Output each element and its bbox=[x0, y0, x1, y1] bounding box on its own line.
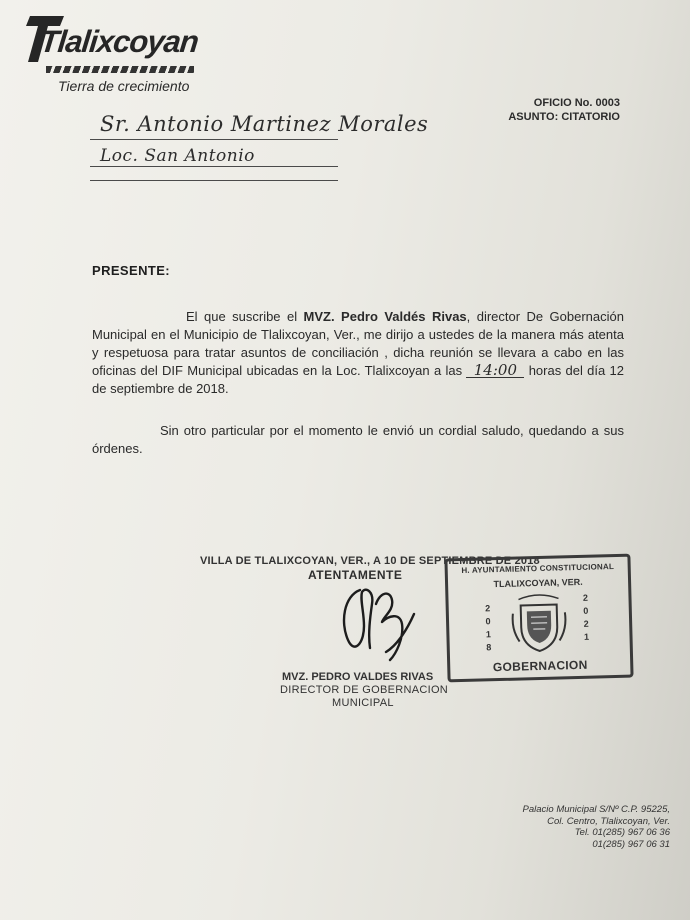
stamp-ayuntamiento: H. AYUNTAMIENTO CONSTITUCIONAL bbox=[461, 562, 615, 576]
body-paragraph-2 bbox=[92, 422, 624, 458]
footer-address bbox=[523, 804, 670, 850]
p1-text: , director De Gobernación Municipal en el Municipio de Tlalixcoyan, Ver., me dirijo a ustedes de la manera más atenta y respetuosa para tratar asuntos de conciliación , dicha reunión se llevara a cabo en las oficinas del DIF Municipal ubicadas en la Loc. Tlalixcoyan a las bbox=[92, 309, 624, 378]
p1-end: horas del día 12 de septiembre de 2018. bbox=[92, 363, 624, 396]
signer-position: DIRECTOR DE GOBERNACION bbox=[280, 684, 449, 696]
stamp-gobernacion: GOBERNACION bbox=[492, 657, 588, 675]
addressee-name: Sr. Antonio Martinez Morales bbox=[100, 112, 429, 136]
meeting-hour: 14:00 bbox=[466, 363, 524, 378]
stamp-years-left: 2 0 1 8 bbox=[485, 603, 492, 653]
addressee-line-3 bbox=[90, 180, 338, 181]
stamp-city: TLALIXCOYAN, VER. bbox=[493, 576, 583, 590]
footer-line-1: Palacio Municipal S/Nº C.P. 95225, bbox=[522, 804, 670, 815]
stamp-years-right: 2 0 2 1 bbox=[582, 592, 590, 642]
oficio-number: OFICIO No. 0003 bbox=[533, 97, 620, 109]
addressee-line-1 bbox=[90, 139, 338, 140]
oficio-subject: ASUNTO: CITATORIO bbox=[508, 111, 620, 123]
addressee-line-2 bbox=[90, 166, 338, 167]
coat-of-arms-icon bbox=[508, 592, 570, 656]
addressee-location: Loc. San Antonio bbox=[100, 146, 255, 166]
signer-name: MVZ. PEDRO VALDES RIVAS bbox=[282, 671, 434, 683]
body-paragraph-1 bbox=[92, 308, 624, 398]
signer-name-inline: MVZ. Pedro Valdés Rivas bbox=[303, 309, 467, 324]
place-date: VILLA DE TLALIXCOYAN, VER., A 10 DE SEPTIEMBRE DE 2018 bbox=[200, 555, 540, 567]
letterhead-municipality: Tlalixcoyan bbox=[38, 24, 200, 59]
p1-intro: El que suscribe el bbox=[186, 309, 304, 324]
oficio-header bbox=[508, 96, 620, 124]
p2-text: Sin otro particular por el momento le envió un cordial saludo, quedando a sus órdenes. bbox=[92, 423, 624, 456]
letterhead-stripes bbox=[46, 66, 194, 73]
footer-line-2: Col. Centro, Tlalixcoyan, Ver. bbox=[547, 815, 670, 827]
closing: ATENTAMENTE bbox=[308, 568, 403, 582]
signer-department: MUNICIPAL bbox=[332, 697, 394, 709]
official-stamp bbox=[444, 554, 633, 683]
letterhead-slogan: Tierra de crecimiento bbox=[58, 78, 190, 94]
footer-phone-2: 01(285) 967 06 31 bbox=[592, 838, 670, 850]
handwritten-signature bbox=[330, 582, 420, 662]
salutation: PRESENTE: bbox=[92, 263, 171, 278]
footer-phone-1: Tel. 01(285) 967 06 36 bbox=[574, 827, 670, 838]
